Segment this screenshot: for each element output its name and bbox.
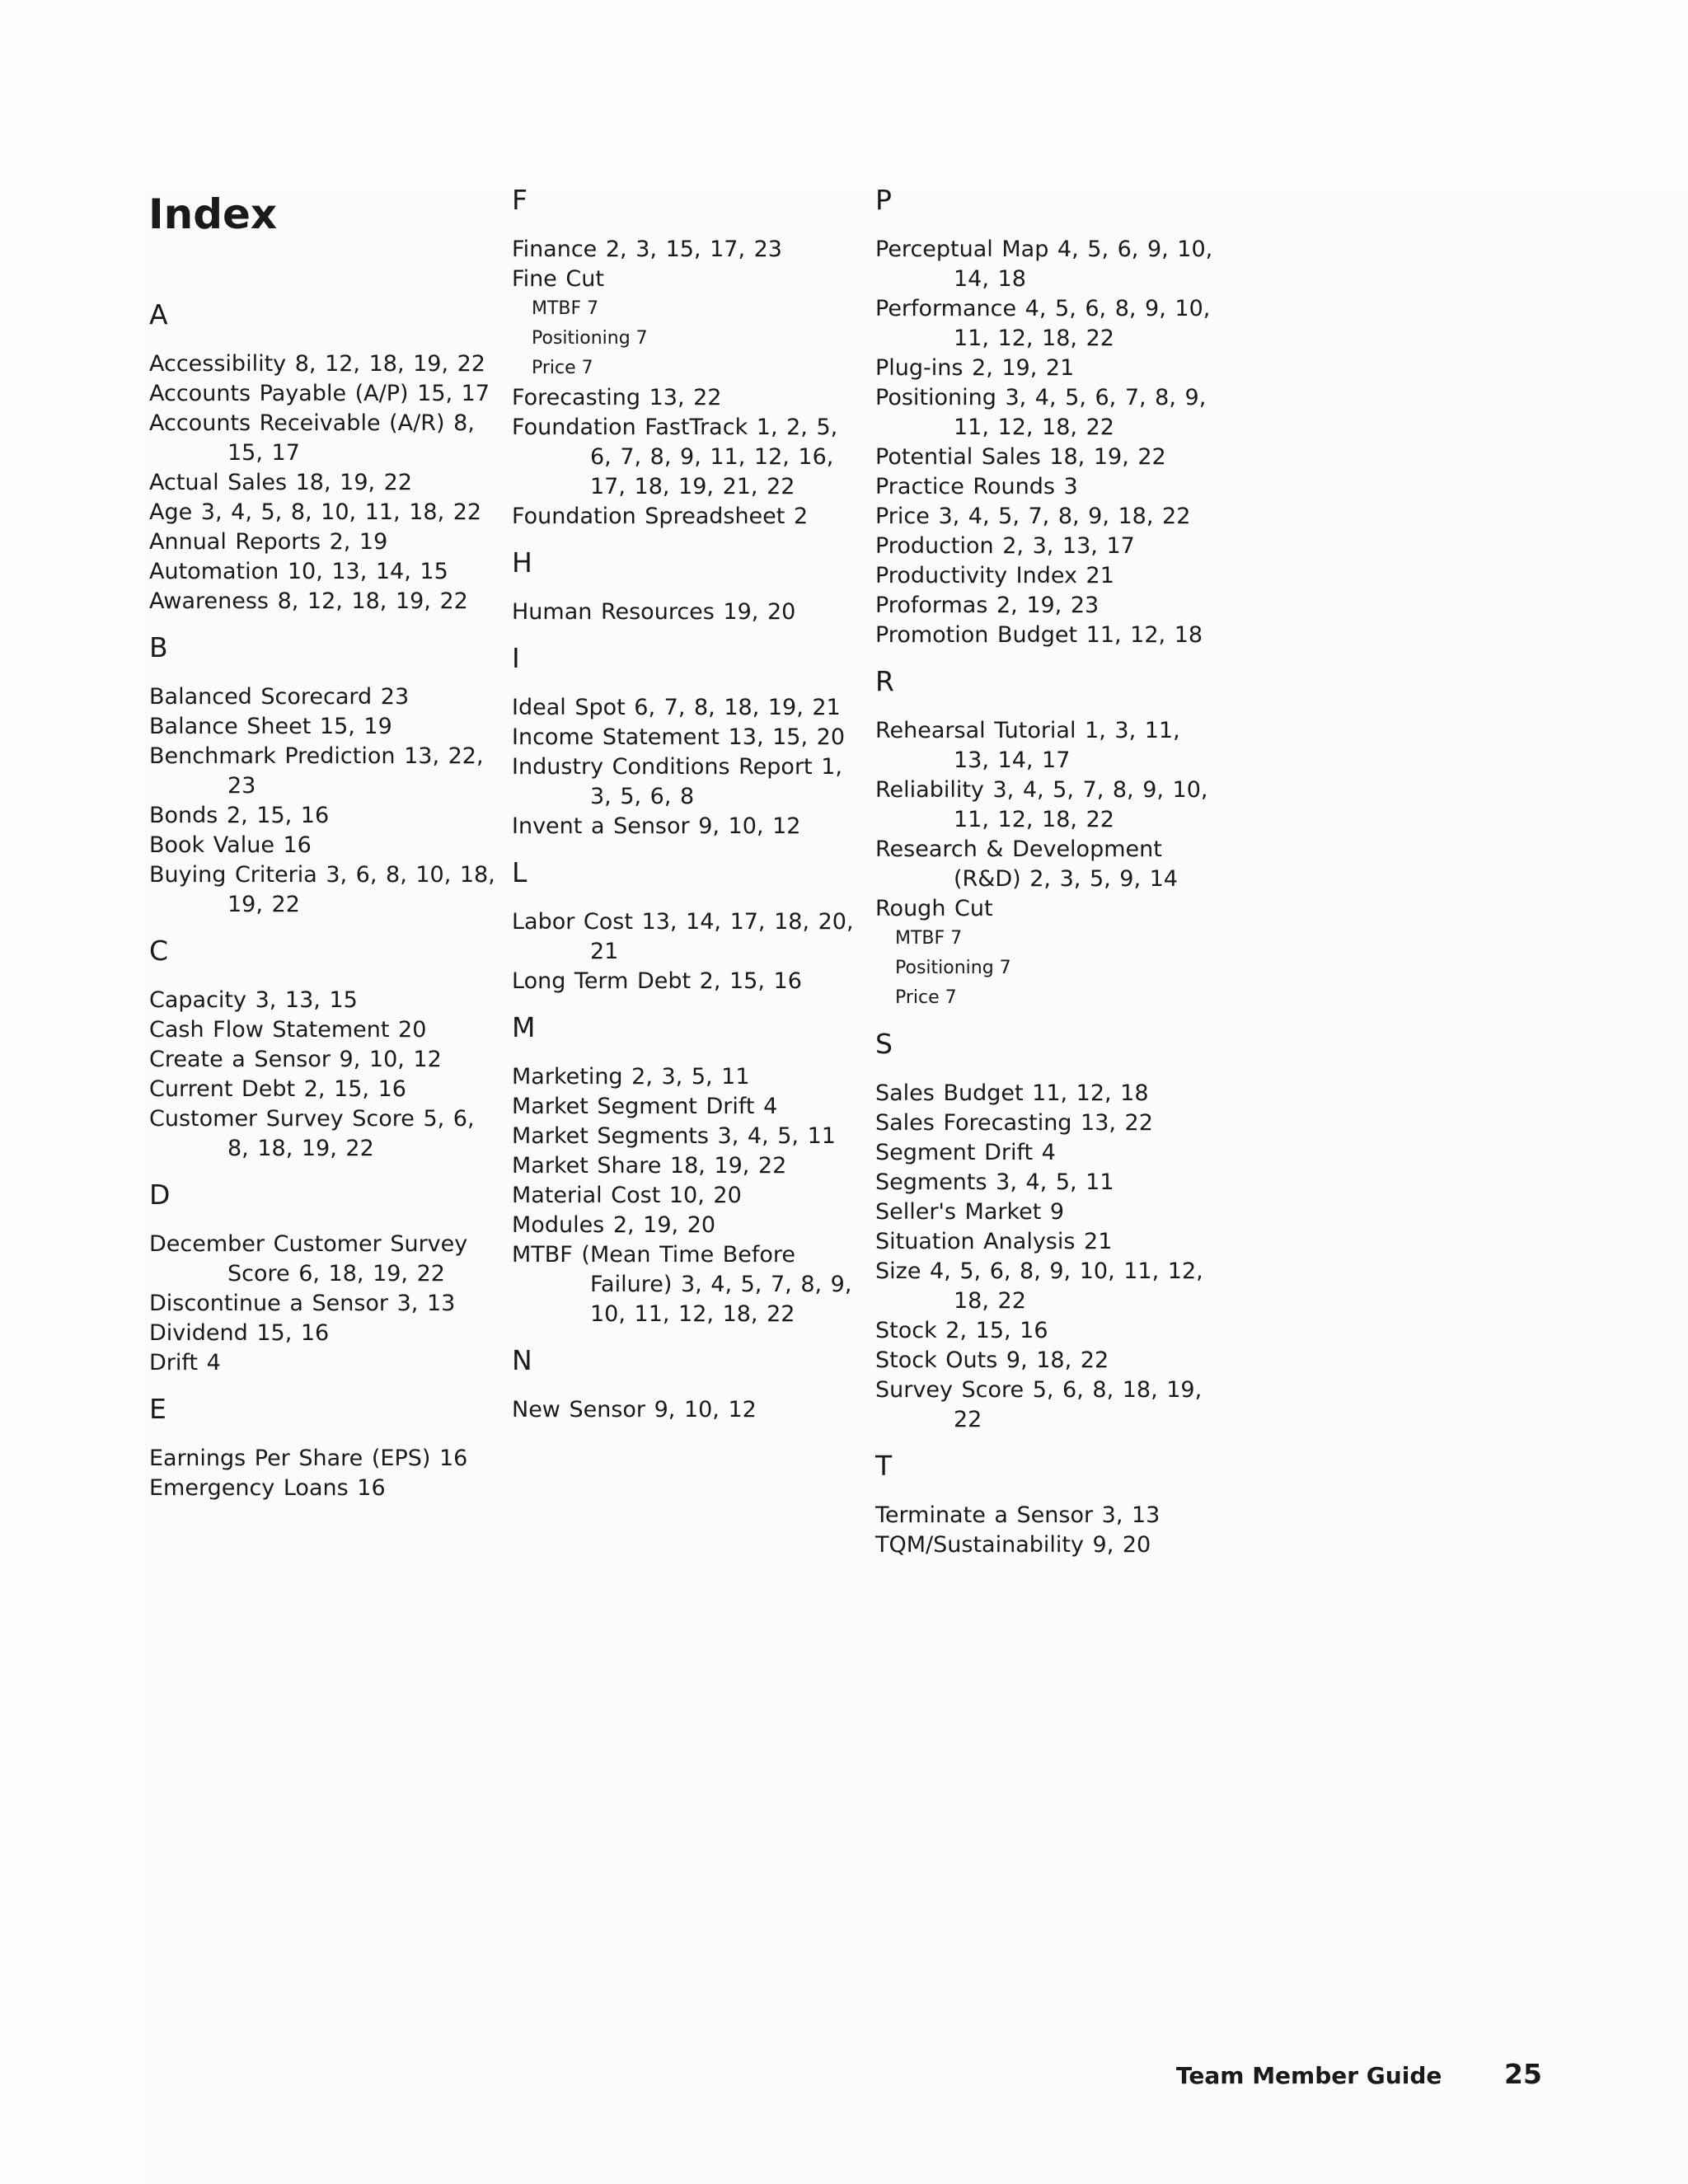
index-section <box>149 631 495 920</box>
index-entry: Stock Outs 9, 18, 22 <box>875 1347 1109 1373</box>
page-number: 25 <box>1504 2058 1542 2090</box>
index-entry: Size 4, 5, 6, 8, 9, 10, 11, 12, 18, 22 <box>875 1258 1203 1314</box>
index-entry: Seller's Market 9 <box>875 1199 1065 1225</box>
index-entry: Accounts Receivable (A/R) 8, 15, 17 <box>149 410 475 466</box>
index-entry: Market Share 18, 19, 22 <box>512 1153 787 1179</box>
index-entry: Foundation Spreadsheet 2 <box>512 504 809 529</box>
index-entry: Long Term Debt 2, 15, 16 <box>512 968 802 994</box>
index-entry: Labor Cost 13, 14, 17, 18, 20, 21 <box>512 909 854 964</box>
section-letter: T <box>875 1450 893 1482</box>
index-entry: New Sensor 9, 10, 12 <box>512 1397 757 1422</box>
index-subentry: Positioning 7 <box>895 958 1011 978</box>
index-entry: Industry Conditions Report 1, 3, 5, 6, 8 <box>512 754 842 809</box>
index-entry: Research & Development (R&D) 2, 3, 5, 9, 14 <box>875 837 1178 892</box>
index-entry: Create a Sensor 9, 10, 12 <box>149 1047 442 1072</box>
section-letter: L <box>512 856 528 888</box>
section-letter: F <box>512 184 528 216</box>
index-entry: Market Segment Drift 4 <box>512 1094 778 1119</box>
index-subentry: Positioning 7 <box>532 328 648 349</box>
index-entry: Income Statement 13, 15, 20 <box>512 724 845 750</box>
index-entry: Capacity 3, 13, 15 <box>149 987 358 1013</box>
index-entry: Awareness 8, 12, 18, 19, 22 <box>149 588 468 614</box>
index-entry: Situation Analysis 21 <box>875 1229 1113 1254</box>
index-subentry: MTBF 7 <box>532 298 599 319</box>
section-letter: S <box>875 1028 893 1060</box>
index-entry: Marketing 2, 3, 5, 11 <box>512 1064 750 1090</box>
index-section <box>875 1450 1221 1560</box>
index-entry: Price 3, 4, 5, 7, 8, 9, 18, 22 <box>875 504 1191 529</box>
index-entry: Performance 4, 5, 6, 8, 9, 10, 11, 12, 18, 22 <box>875 296 1211 351</box>
index-section <box>512 1011 858 1329</box>
index-entry: Potential Sales 18, 19, 22 <box>875 444 1166 470</box>
index-entry: Benchmark Prediction 13, 22, 23 <box>149 743 484 799</box>
index-entry: Segment Drift 4 <box>875 1140 1056 1165</box>
index-column-2 <box>512 184 858 1440</box>
index-entry: Promotion Budget 11, 12, 18 <box>875 622 1203 648</box>
index-entry: Discontinue a Sensor 3, 13 <box>149 1291 456 1316</box>
index-entry: Accessibility 8, 12, 18, 19, 22 <box>149 351 485 377</box>
footer-guide-title: Team Member Guide <box>1176 2062 1442 2089</box>
index-section <box>149 1179 495 1378</box>
index-entry: Accounts Payable (A/P) 15, 17 <box>149 381 490 406</box>
index-entry: Segments 3, 4, 5, 11 <box>875 1169 1114 1195</box>
page-title: Index <box>148 190 278 238</box>
index-subentry: Price 7 <box>895 987 957 1008</box>
section-letter: E <box>149 1393 166 1425</box>
index-section <box>875 1028 1221 1435</box>
index-entry: Positioning 3, 4, 5, 6, 7, 8, 9, 11, 12, 18, 22 <box>875 385 1207 440</box>
index-entry: Perceptual Map 4, 5, 6, 9, 10, 14, 18 <box>875 237 1213 292</box>
index-entry: Cash Flow Statement 20 <box>149 1017 427 1043</box>
index-entry: December Customer Survey Score 6, 18, 19, 22 <box>149 1231 468 1286</box>
index-section <box>512 642 858 841</box>
index-subentry: MTBF 7 <box>895 928 963 949</box>
index-entry: Forecasting 13, 22 <box>512 385 722 410</box>
index-entry: Foundation FastTrack 1, 2, 5, 6, 7, 8, 9, 11, 12, 16, 17, 18, 19, 21, 22 <box>512 415 838 499</box>
section-letter: M <box>512 1011 536 1043</box>
index-entry: Human Resources 19, 20 <box>512 599 796 625</box>
index-entry: Actual Sales 18, 19, 22 <box>149 470 413 495</box>
index-entry: Reliability 3, 4, 5, 7, 8, 9, 10, 11, 12, 18, 22 <box>875 777 1208 832</box>
index-entry: Buying Criteria 3, 6, 8, 10, 18, 19, 22 <box>149 862 495 917</box>
index-entry: Book Value 16 <box>149 832 312 858</box>
index-entry: Bonds 2, 15, 16 <box>149 803 330 828</box>
index-entry: Sales Forecasting 13, 22 <box>875 1110 1153 1136</box>
index-entry: Rehearsal Tutorial 1, 3, 11, 13, 14, 17 <box>875 718 1180 773</box>
section-letter: I <box>512 642 520 674</box>
section-letter: D <box>149 1179 171 1211</box>
index-section <box>875 665 1221 1013</box>
index-entry: Production 2, 3, 13, 17 <box>875 533 1135 559</box>
index-entry: Practice Rounds 3 <box>875 474 1078 499</box>
index-entry: Plug-ins 2, 19, 21 <box>875 355 1075 381</box>
index-entry: Fine Cut <box>512 266 604 292</box>
index-entry: Proformas 2, 19, 23 <box>875 593 1100 618</box>
index-column-1 <box>149 298 495 1518</box>
index-section <box>512 546 858 627</box>
index-entry: Stock 2, 15, 16 <box>875 1318 1048 1343</box>
index-section <box>149 935 495 1164</box>
section-letter: H <box>512 546 532 579</box>
index-entry: Emergency Loans 16 <box>149 1475 386 1501</box>
index-entry: MTBF (Mean Time Before Failure) 3, 4, 5, 7, 8, 9, 10, 11, 12, 18, 22 <box>512 1242 852 1327</box>
section-letter: C <box>149 935 169 967</box>
index-entry: Terminate a Sensor 3, 13 <box>875 1502 1160 1528</box>
index-entry: Productivity Index 21 <box>875 563 1114 588</box>
section-letter: B <box>149 631 168 663</box>
index-entry: Sales Budget 11, 12, 18 <box>875 1080 1149 1106</box>
index-entry: Modules 2, 19, 20 <box>512 1212 716 1238</box>
section-letter: A <box>149 298 168 330</box>
index-section <box>512 1344 858 1425</box>
index-section <box>512 184 858 532</box>
index-entry: Annual Reports 2, 19 <box>149 529 388 555</box>
index-entry: Earnings Per Share (EPS) 16 <box>149 1446 468 1471</box>
index-subentry: Price 7 <box>532 358 593 378</box>
section-letter: P <box>875 184 892 216</box>
index-entry: Balance Sheet 15, 19 <box>149 714 392 739</box>
index-section <box>875 184 1221 650</box>
section-letter: N <box>512 1344 532 1376</box>
index-section <box>512 856 858 996</box>
index-entry: Material Cost 10, 20 <box>512 1183 742 1208</box>
index-entry: Survey Score 5, 6, 8, 18, 19, 22 <box>875 1377 1203 1432</box>
index-entry: Dividend 15, 16 <box>149 1320 330 1346</box>
index-section <box>149 298 495 616</box>
index-entry: Invent a Sensor 9, 10, 12 <box>512 813 801 839</box>
index-entry: Balanced Scorecard 23 <box>149 684 410 710</box>
index-entry: TQM/Sustainability 9, 20 <box>875 1532 1151 1558</box>
index-section <box>149 1393 495 1503</box>
index-entry: Market Segments 3, 4, 5, 11 <box>512 1123 836 1149</box>
index-entry: Rough Cut <box>875 896 993 921</box>
index-entry: Age 3, 4, 5, 8, 10, 11, 18, 22 <box>149 499 482 525</box>
section-letter: R <box>875 665 894 697</box>
index-column-3 <box>875 184 1221 1575</box>
index-entry: Current Debt 2, 15, 16 <box>149 1076 406 1102</box>
index-entry: Customer Survey Score 5, 6, 8, 18, 19, 22 <box>149 1106 475 1161</box>
index-entry: Finance 2, 3, 15, 17, 23 <box>512 237 782 262</box>
index-entry: Automation 10, 13, 14, 15 <box>149 559 448 584</box>
index-entry: Ideal Spot 6, 7, 8, 18, 19, 21 <box>512 695 841 720</box>
index-entry: Drift 4 <box>149 1350 221 1376</box>
